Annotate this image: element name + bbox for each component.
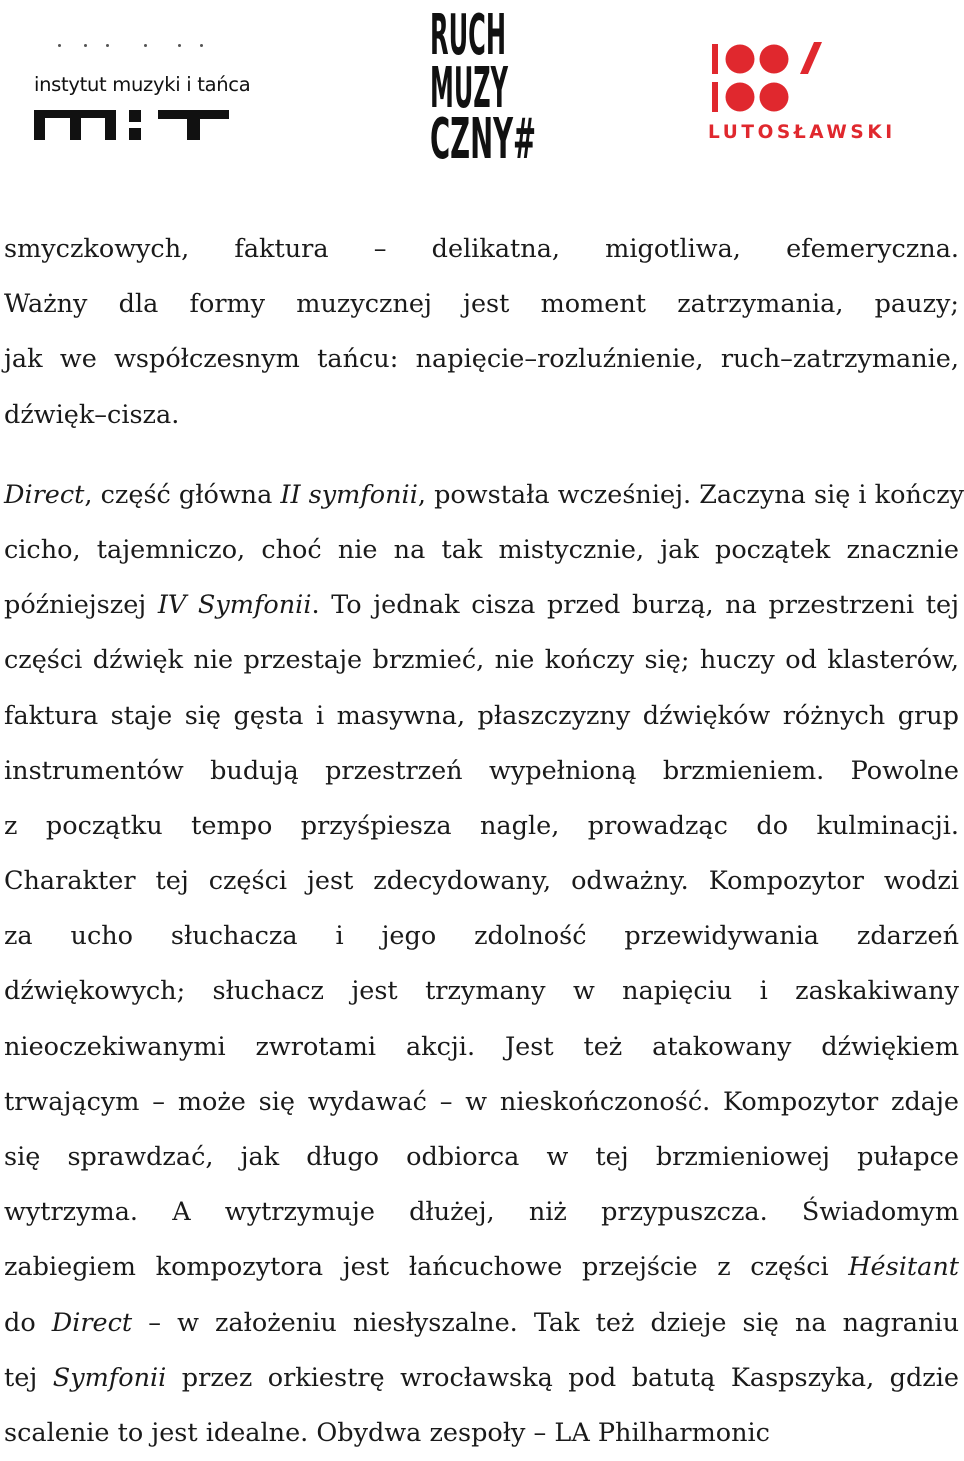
document-body [4,222,964,1461]
text-line [4,964,959,1019]
text-line [4,744,959,799]
text-line [4,578,959,633]
text-run: tej [4,1362,53,1393]
ruch-muzyczny-wordmark [428,3,540,172]
text-line [4,332,959,387]
text-line [4,1130,959,1185]
text-line [4,1020,959,1075]
text-run: się sprawdzać, jak długo odbiorca w tej brzmieniowej pułapce [4,1142,959,1172]
ruch-line-2: MUZY [430,56,509,121]
text-run: części dźwięk nie przestaje brzmieć, nie kończy się; huczy od klasterów, [4,645,959,676]
text-run: . To jednak cisza przed burzą, na przestrzeni tej [311,590,959,621]
text-line [4,388,959,443]
text-run: smyczkowych, faktura – delikatna, migotliwa, efemeryczna. [4,234,959,264]
text-line [4,1240,959,1295]
text-run: cicho, tajemniczo, choć nie na tak mistycznie, jak początek znacznie [4,534,959,565]
text-line [4,799,959,854]
text-run: trwającym – może się wydawać – w nieskończoność. Kompozytor zdaje [4,1086,959,1117]
text-run: z początku tempo przyśpiesza nagle, prowadząc do kulminacji. [4,810,959,841]
italic-title: Direct [51,1307,133,1338]
text-line [4,854,959,909]
page-header [0,0,960,200]
text-line [4,1185,959,1240]
text-line [4,222,959,277]
text-run: przez orkiestrę wrocławską pod batutą Kaspszyka, gdzie [166,1362,959,1393]
text-run: Charakter tej części jest zdecydowany, odważny. Kompozytor wodzi [4,866,959,897]
italic-title: IV Symfonii [157,590,312,621]
text-line [4,1075,959,1130]
lutoslawski-100-logo [708,42,938,152]
text-run: , część główna [84,479,281,510]
text-line [4,689,959,744]
text-run: jak we współczesnym tańcu: napięcie–rozluźnienie, ruch–zatrzymanie, [4,344,959,375]
text-run: nieoczekiwanymi zwrotami akcji. Jest też atakowany dźwiękiem [4,1031,959,1062]
text-run: za ucho słuchacza i jego zdolność przewidywania zdarzeń [4,921,959,952]
imit-logo-text: instytut muzyki i tańca [34,73,251,96]
text-run: instrumentów budują przestrzeń wypełnioną brzmieniem. Powolne [4,755,959,786]
text-line [4,277,959,332]
text-run: dźwiękowych; słuchacz jest trzymany w napięciu i zaskakiwany [4,976,959,1007]
italic-title: Hésitant [848,1252,959,1283]
text-line [4,909,959,964]
text-run: późniejszej [4,590,158,621]
text-line [4,523,959,578]
text-line [4,468,964,523]
text-run: do [4,1307,52,1338]
ruch-muzyczny-logo [428,3,540,172]
imit-logo [34,40,251,140]
paragraph [4,222,959,443]
text-run: Ważny dla formy muzycznej jest moment zatrzymania, pauzy; [4,289,959,320]
ruch-line-1: RUCH [430,3,506,68]
text-line [4,1351,959,1406]
imit-dots [58,44,218,48]
text-run: zabiegiem kompozytora jest łańcuchowe przejście z części [4,1252,849,1283]
text-run: – w założeniu niesłyszalne. Tak też dzieje się na nagraniu [132,1307,959,1338]
italic-title: Direct [4,479,85,510]
text-line [4,1296,959,1351]
text-run: dźwięk–cisza. [4,399,180,430]
lutoslawski-text: LUTOSŁAWSKI [708,122,896,143]
paragraph [4,468,964,1461]
italic-title: II symfonii [280,479,418,510]
text-run: faktura staje się gęsta i masywna, płaszczyzny dźwięków różnych grup [4,700,959,731]
text-run: wytrzyma. A wytrzymuje dłużej, niż przypuszcza. Świadomym [4,1197,959,1228]
luto-100-mark [708,42,938,120]
text-run: scalenie to jest idealne. Obydwa zespoły – LA Philharmonic [4,1417,770,1448]
text-line [4,633,959,688]
text-run: , powstała wcześniej. Zaczyna się i kończy [417,479,964,510]
imit-bars-mark [34,110,229,140]
text-line [4,1406,959,1461]
italic-title: Symfonii [52,1362,167,1393]
ruch-line-3: CZNY# [430,107,536,172]
